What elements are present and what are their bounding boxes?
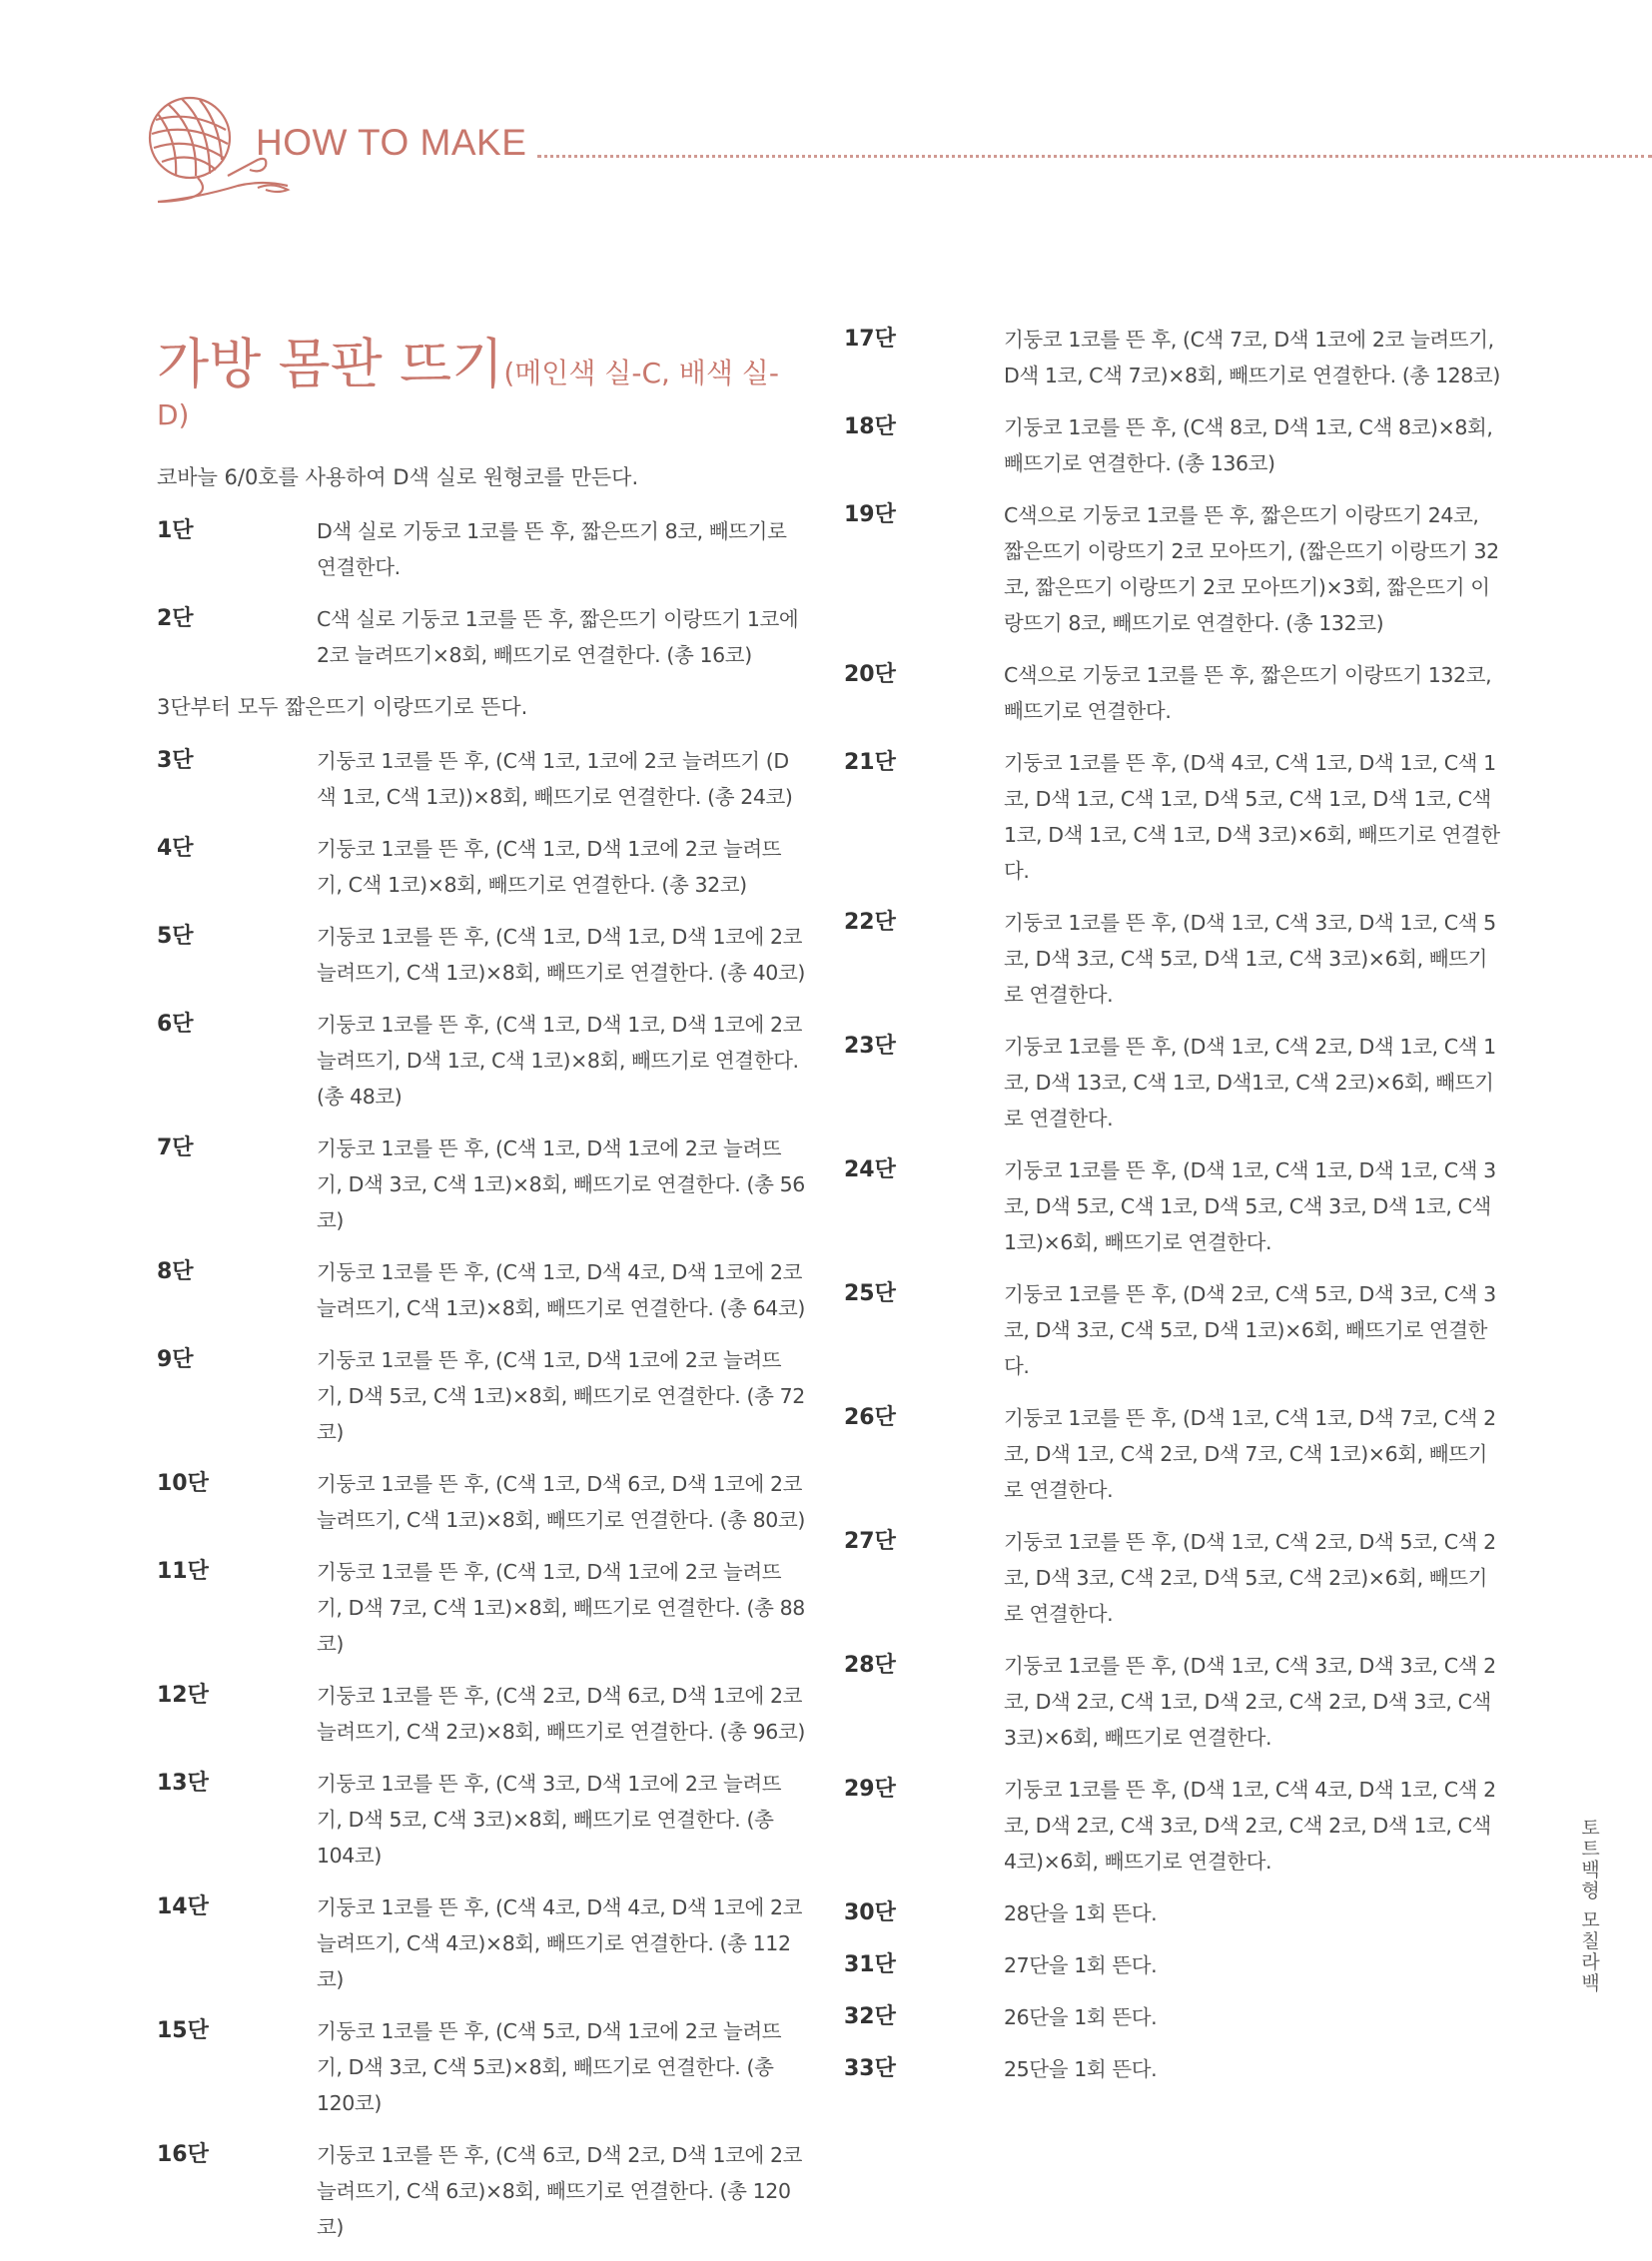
instruction-row — [844, 1029, 1503, 1136]
row-text: 기둥코 1코를 뜬 후, (C색 1코, D색 4코, D색 1코에 2코 늘려뜨기, C색 1코)×8회, 빼뜨기로 연결한다. (총 64코) — [317, 1260, 805, 1320]
row-label: 1단 — [157, 518, 194, 543]
instruction-row — [157, 919, 806, 991]
row-label: 13단 — [157, 1771, 209, 1796]
row-label: 16단 — [157, 2142, 209, 2167]
row-text: 기둥코 1코를 뜬 후, (C색 7코, D색 1코에 2코 늘려뜨기, D색 1코, C색 7코)×8회, 빼뜨기로 연결한다. (총 128코) — [1004, 328, 1500, 387]
row-list-left-b — [157, 743, 806, 2245]
row-list-right — [844, 322, 1503, 2087]
row-text: C색 실로 기둥코 1코를 뜬 후, 짧은뜨기 이랑뜨기 1코에 2코 늘려뜨기×8회, 빼뜨기로 연결한다. (총 16코) — [317, 607, 799, 667]
page-header — [138, 90, 1652, 210]
instruction-row — [844, 1400, 1503, 1508]
instruction-row — [157, 2013, 806, 2121]
row-text: 기둥코 1코를 뜬 후, (C색 1코, D색 1코에 2코 늘려뜨기, C색 1코)×8회, 빼뜨기로 연결한다. (총 32코) — [317, 837, 782, 897]
row-label: 10단 — [157, 1471, 209, 1496]
row-text: C색으로 기둥코 1코를 뜬 후, 짧은뜨기 이랑뜨기 132코, 빼뜨기로 연결한다. — [1004, 663, 1492, 723]
row-label: 19단 — [844, 502, 896, 527]
row-label: 20단 — [844, 662, 896, 687]
row-text: 기둥코 1코를 뜬 후, (C색 1코, D색 1코에 2코 늘려뜨기, D색 7코, C색 1코)×8회, 빼뜨기로 연결한다. (총 88코) — [317, 1560, 805, 1656]
row-label: 25단 — [844, 1281, 896, 1306]
row-text: 기둥코 1코를 뜬 후, (C색 1코, D색 1코에 2코 늘려뜨기, D색 3코, C색 1코)×8회, 빼뜨기로 연결한다. (총 56코) — [317, 1136, 805, 1232]
row-label: 22단 — [844, 910, 896, 935]
row-label: 27단 — [844, 1529, 896, 1554]
row-label: 8단 — [157, 1259, 194, 1284]
row-label: 12단 — [157, 1683, 209, 1708]
section-title — [157, 322, 806, 431]
row-text: 기둥코 1코를 뜬 후, (C색 1코, D색 1코, D색 1코에 2코 늘려뜨기, D색 1코, C색 1코)×8회, 빼뜨기로 연결한다. (총 48코) — [317, 1013, 803, 1109]
row-label: 31단 — [844, 1952, 896, 1977]
row-text: 기둥코 1코를 뜬 후, (C색 1코, D색 1코, D색 1코에 2코 늘려뜨기, C색 1코)×8회, 빼뜨기로 연결한다. (총 40코) — [317, 925, 805, 985]
row-text: 기둥코 1코를 뜬 후, (D색 4코, C색 1코, D색 1코, C색 1코, D색 1코, C색 1코, D색 5코, C색 1코, D색 1코, C색 1코, D색 1코, C색 1코, D색 3코)×6회, 빼뜨기로 연결한다. — [1004, 751, 1500, 883]
left-column — [157, 322, 806, 2261]
section-title-main: 가방 몸판 뜨기 — [157, 333, 504, 395]
instruction-row — [844, 905, 1503, 1013]
instruction-row — [844, 1999, 1503, 2035]
row-label: 4단 — [157, 836, 194, 861]
row-text: 26단을 1회 뜬다. — [1004, 2005, 1158, 2029]
row-label: 18단 — [844, 414, 896, 439]
instruction-row — [157, 1466, 806, 1538]
instruction-row — [157, 1130, 806, 1238]
instruction-row — [157, 743, 806, 815]
row-label: 17단 — [844, 327, 896, 352]
row-text: 28단을 1회 뜬다. — [1004, 1901, 1158, 1925]
row-text: 25단을 1회 뜬다. — [1004, 2057, 1158, 2081]
right-column — [844, 322, 1503, 2103]
row-text: 기둥코 1코를 뜬 후, (C색 5코, D색 1코에 2코 늘려뜨기, D색 3코, C색 5코)×8회, 빼뜨기로 연결한다. (총 120코) — [317, 2019, 782, 2115]
instruction-row — [157, 1766, 806, 1874]
row-label: 23단 — [844, 1034, 896, 1059]
mid-note: 3단부터 모두 짧은뜨기 이랑뜨기로 뜬다. — [157, 695, 528, 719]
row-text: 기둥코 1코를 뜬 후, (C색 2코, D색 6코, D색 1코에 2코 늘려뜨기, C색 2코)×8회, 빼뜨기로 연결한다. (총 96코) — [317, 1684, 805, 1744]
row-list-left-a — [157, 513, 806, 673]
row-label: 3단 — [157, 748, 194, 773]
row-text: 기둥코 1코를 뜬 후, (C색 4코, D색 4코, D색 1코에 2코 늘려뜨기, C색 4코)×8회, 빼뜨기로 연결한다. (총 112코) — [317, 1895, 803, 1991]
instruction-row — [844, 1648, 1503, 1756]
row-text: 기둥코 1코를 뜬 후, (D색 1코, C색 3코, D색 3코, C색 2코, D색 2코, C색 1코, D색 2코, C색 2코, D색 3코, C색 3코)×6회, 빼뜨기로 연결한다. — [1004, 1654, 1496, 1750]
row-text: 기둥코 1코를 뜬 후, (D색 1코, C색 1코, D색 1코, C색 3코, D색 5코, C색 1코, D색 5코, C색 3코, D색 1코, C색 1코)×6회, 빼뜨기로 연결한다. — [1004, 1158, 1496, 1254]
row-label: 29단 — [844, 1777, 896, 1802]
instruction-row — [844, 657, 1503, 729]
row-text: 기둥코 1코를 뜬 후, (D색 1코, C색 3코, D색 1코, C색 5코, D색 3코, C색 5코, D색 1코, C색 3코)×6회, 빼뜨기로 연결한다. — [1004, 911, 1496, 1007]
row-text: C색으로 기둥코 1코를 뜬 후, 짧은뜨기 이랑뜨기 24코, 짧은뜨기 이랑뜨기 2코 모아뜨기, (짧은뜨기 이랑뜨기 32코, 짧은뜨기 이랑뜨기 2코 모아뜨기)×3회, 짧은뜨기 이랑뜨기 8코, 빼뜨기로 연결한다. (총 132코) — [1004, 503, 1499, 635]
row-text: D색 실로 기둥코 1코를 뜬 후, 짧은뜨기 8코, 빼뜨기로 연결한다. — [317, 519, 787, 579]
row-text: 기둥코 1코를 뜬 후, (C색 8코, D색 1코, C색 8코)×8회, 빼뜨기로 연결한다. (총 136코) — [1004, 415, 1493, 475]
row-label: 11단 — [157, 1559, 209, 1584]
instruction-row — [844, 745, 1503, 889]
header-title: HOW TO MAKE — [256, 122, 527, 163]
row-label: 6단 — [157, 1012, 194, 1037]
instruction-row — [157, 601, 806, 673]
instruction-row — [844, 1947, 1503, 1983]
instruction-row — [157, 1007, 806, 1115]
instruction-row — [844, 497, 1503, 641]
row-label: 2단 — [157, 606, 194, 631]
side-label: 토트백형 모칠라백 — [1578, 1818, 1600, 1994]
row-label: 26단 — [844, 1405, 896, 1430]
row-label: 33단 — [844, 2056, 896, 2081]
row-text: 기둥코 1코를 뜬 후, (C색 1코, 1코에 2코 늘려뜨기 (D색 1코, C색 1코))×8회, 빼뜨기로 연결한다. (총 24코) — [317, 749, 793, 809]
row-text: 기둥코 1코를 뜬 후, (C색 1코, D색 6코, D색 1코에 2코 늘려뜨기, C색 1코)×8회, 빼뜨기로 연결한다. (총 80코) — [317, 1472, 805, 1532]
instruction-row — [157, 2137, 806, 2245]
instruction-row — [844, 1524, 1503, 1632]
instruction-row — [844, 1152, 1503, 1260]
instruction-row — [844, 322, 1503, 393]
row-label: 15단 — [157, 2018, 209, 2043]
row-text: 기둥코 1코를 뜬 후, (D색 2코, C색 5코, D색 3코, C색 3코, D색 3코, C색 5코, D색 1코)×6회, 빼뜨기로 연결한다. — [1004, 1282, 1496, 1378]
row-label: 5단 — [157, 924, 194, 949]
intro-note: 코바늘 6/0호를 사용하여 D색 실로 원형코를 만든다. — [157, 465, 639, 489]
section-title-sub: (메인색 실-C, 배색 실-D) — [157, 357, 779, 431]
instruction-row — [844, 1895, 1503, 1931]
row-label: 30단 — [844, 1900, 896, 1925]
row-text: 기둥코 1코를 뜬 후, (D색 1코, C색 2코, D색 1코, C색 1코, D색 13코, C색 1코, D색1코, C색 2코)×6회, 빼뜨기로 연결한다. — [1004, 1035, 1496, 1130]
header-divider — [537, 155, 1652, 158]
instruction-row — [157, 1554, 806, 1662]
instruction-row — [157, 1254, 806, 1326]
row-text: 기둥코 1코를 뜬 후, (C색 6코, D색 2코, D색 1코에 2코 늘려뜨기, C색 6코)×8회, 빼뜨기로 연결한다. (총 120코) — [317, 2143, 803, 2239]
instruction-row — [157, 1678, 806, 1750]
instruction-row — [844, 409, 1503, 481]
row-label: 32단 — [844, 2004, 896, 2029]
row-text: 기둥코 1코를 뜬 후, (C색 1코, D색 1코에 2코 늘려뜨기, D색 5코, C색 1코)×8회, 빼뜨기로 연결한다. (총 72코) — [317, 1348, 805, 1444]
row-label: 24단 — [844, 1157, 896, 1182]
instruction-row — [157, 831, 806, 903]
row-label: 21단 — [844, 750, 896, 775]
row-text: 기둥코 1코를 뜬 후, (C색 3코, D색 1코에 2코 늘려뜨기, D색 5코, C색 3코)×8회, 빼뜨기로 연결한다. (총 104코) — [317, 1772, 782, 1868]
row-label: 7단 — [157, 1135, 194, 1160]
instruction-row — [844, 2051, 1503, 2087]
row-label: 28단 — [844, 1653, 896, 1678]
row-label: 14단 — [157, 1894, 209, 1919]
row-text: 기둥코 1코를 뜬 후, (D색 1코, C색 1코, D색 7코, C색 2코, D색 1코, C색 2코, D색 7코, C색 1코)×6회, 빼뜨기로 연결한다. — [1004, 1406, 1496, 1502]
row-text: 기둥코 1코를 뜬 후, (D색 1코, C색 4코, D색 1코, C색 2코, D색 2코, C색 3코, D색 2코, C색 2코, D색 1코, C색 4코)×6회, 빼뜨기로 연결한다. — [1004, 1778, 1496, 1874]
instruction-row — [844, 1772, 1503, 1880]
instruction-row — [844, 1276, 1503, 1384]
instruction-row — [157, 513, 806, 585]
row-label: 9단 — [157, 1347, 194, 1372]
row-text: 기둥코 1코를 뜬 후, (D색 1코, C색 2코, D색 5코, C색 2코, D색 3코, C색 2코, D색 5코, C색 2코)×6회, 빼뜨기로 연결한다. — [1004, 1530, 1496, 1626]
instruction-row — [157, 1342, 806, 1450]
instruction-row — [157, 1889, 806, 1997]
row-text: 27단을 1회 뜬다. — [1004, 1953, 1158, 1977]
